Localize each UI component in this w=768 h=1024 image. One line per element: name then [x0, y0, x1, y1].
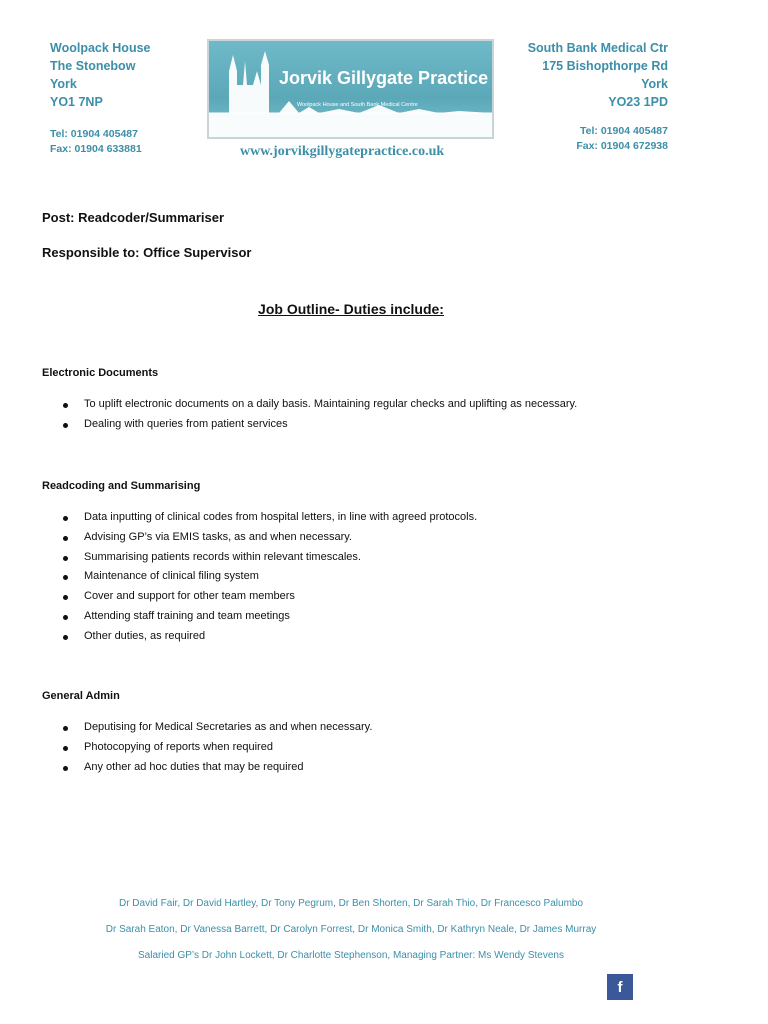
partners-footer	[0, 895, 702, 973]
footer-line: Salaried GP’s Dr John Lockett, Dr Charlotte Stephenson, Managing Partner: Ms Wendy Stevens	[138, 950, 564, 961]
bullet-icon	[63, 423, 68, 428]
right-address	[528, 39, 668, 111]
bullet-icon	[63, 556, 68, 561]
list-item-text: Cover and support for other team members	[84, 590, 295, 603]
list-item	[60, 738, 372, 758]
left-tel: Tel: 01904 405487	[50, 128, 138, 140]
left-fax: Fax: 01904 633881	[50, 143, 142, 155]
practice-logo	[207, 39, 494, 139]
list-item-text: Attending staff training and team meetings	[84, 609, 290, 622]
list-item-text: Deputising for Medical Secretaries as and when necessary.	[84, 721, 373, 733]
list-item	[60, 548, 477, 568]
bullet-icon	[63, 575, 68, 580]
bullet-icon	[63, 615, 68, 620]
bullet-icon	[63, 595, 68, 600]
bullet-icon	[63, 766, 68, 771]
responsible-to: Responsible to: Office Supervisor	[42, 245, 252, 260]
list-item	[60, 627, 477, 647]
bullet-icon	[63, 635, 68, 640]
bullet-icon	[63, 516, 68, 521]
duties-list-electronic-documents	[60, 395, 577, 435]
section-heading-readcoding: Readcoding and Summarising	[42, 480, 201, 492]
right-fax: Fax: 01904 672938	[576, 140, 668, 152]
list-item	[60, 395, 577, 415]
left-address-line: York	[50, 77, 77, 91]
bullet-icon	[63, 726, 68, 731]
right-address-line: YO23 1PD	[608, 95, 668, 109]
logo-subtitle: Woolpack House and South Bank Medical Centre	[297, 102, 418, 108]
list-item-text: Other duties, as required	[84, 629, 206, 642]
right-contact	[576, 124, 668, 154]
right-tel: Tel: 01904 405487	[580, 125, 668, 137]
list-item	[60, 567, 477, 587]
post-title: Post: Readcoder/Summariser	[42, 210, 225, 225]
right-address-line: York	[641, 77, 668, 91]
right-address-line: South Bank Medical Ctr	[527, 41, 668, 55]
list-item-text: Photocopying of reports when required	[84, 740, 273, 753]
facebook-icon[interactable]: f	[607, 974, 633, 1000]
section-heading-electronic-documents: Electronic Documents	[42, 367, 159, 379]
list-item-text: Summarising patients records within relevant timescales.	[84, 550, 361, 563]
bullet-icon	[63, 536, 68, 541]
list-item-text: Data inputting of clinical codes from hospital letters, in line with agreed protocols.	[84, 511, 478, 523]
footer-line: Dr Sarah Eaton, Dr Vanessa Barrett, Dr Carolyn Forrest, Dr Monica Smith, Dr Kathryn Neale, Dr James Murray	[105, 924, 597, 935]
logo-title: Jorvik Gillygate Practice	[279, 68, 489, 88]
footer-line: Dr David Fair, Dr David Hartley, Dr Tony Pegrum, Dr Ben Shorten, Dr Sarah Thio, Dr Francesco Palumbo	[118, 898, 584, 909]
left-address-line: The Stonebow	[50, 59, 136, 73]
list-item-text: Advising GP’s via EMIS tasks, as and when necessary.	[84, 530, 352, 543]
duties-list-general-admin	[60, 718, 372, 777]
section-heading-general-admin: General Admin	[42, 690, 120, 702]
list-item-text: To uplift electronic documents on a daily basis. Maintaining regular checks and uplifting as necessary.	[84, 398, 578, 410]
bullet-icon	[63, 403, 68, 408]
left-address-line: Woolpack House	[50, 41, 151, 55]
list-item	[60, 607, 477, 627]
duties-list-readcoding	[60, 508, 477, 647]
list-item	[60, 758, 372, 778]
list-item-text: Maintenance of clinical filing system	[84, 570, 259, 583]
list-item-text: Any other ad hoc duties that may be required	[84, 760, 304, 773]
right-address-line: 175 Bishopthorpe Rd	[542, 59, 668, 73]
website-link[interactable]: www.jorvikgillygatepractice.co.uk	[240, 144, 445, 159]
left-address-line: YO1 7NP	[50, 95, 103, 109]
list-item	[60, 587, 477, 607]
list-item	[60, 415, 577, 435]
left-address	[50, 39, 150, 111]
bullet-icon	[63, 746, 68, 751]
list-item	[60, 528, 477, 548]
list-item-text: Dealing with queries from patient services	[84, 417, 288, 430]
list-item	[60, 718, 372, 738]
job-outline-heading: Job Outline- Duties include:	[258, 301, 444, 317]
cathedral-skyline-icon	[209, 41, 492, 137]
list-item	[60, 508, 477, 528]
left-contact	[50, 127, 142, 157]
